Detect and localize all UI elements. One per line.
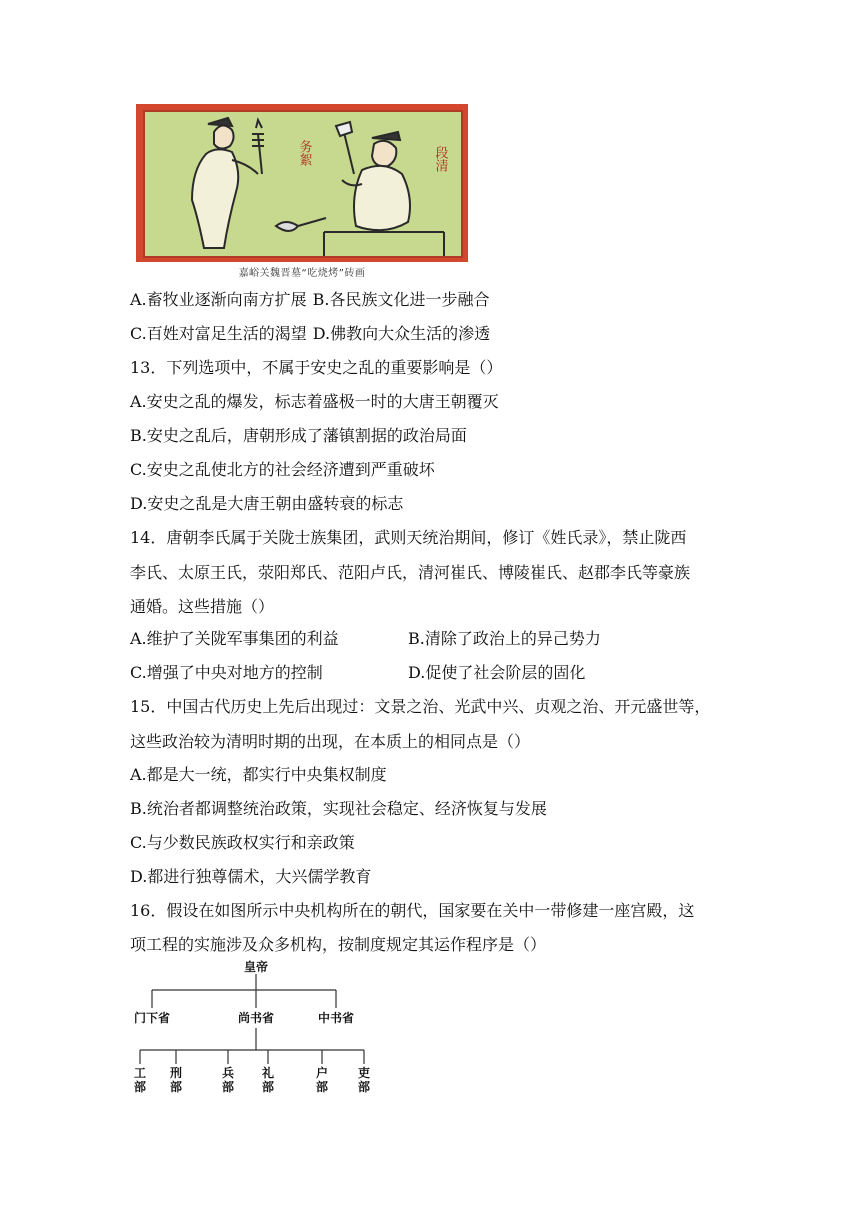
q14-stem-line2: 李氏、太原王氏，荥阳郑氏、范阳卢氏，清河崔氏、博陵崔氏、赵郡李氏等豪族 — [130, 563, 691, 582]
org-bu-hu-suffix: 部 — [315, 1080, 329, 1094]
q15-option-d: D.都进行独尊儒术，大兴儒学教育 — [130, 867, 372, 886]
org-bu-gong-suffix: 部 — [133, 1080, 147, 1094]
mural-figure — [136, 104, 468, 280]
org-bu-gong: 工 — [133, 1066, 147, 1080]
org-sheng-menxia: 门下省 — [133, 1011, 171, 1025]
q14-options-row1 — [130, 628, 601, 650]
org-bu-li-personnel: 吏 — [357, 1066, 371, 1080]
q12-option-c: C.百姓对富足生活的渴望 — [130, 324, 307, 343]
org-bu-li-personnel-suffix: 部 — [357, 1080, 371, 1094]
org-top-emperor: 皇帝 — [243, 960, 269, 974]
central-government-org-chart — [130, 956, 380, 1096]
q16-stem-line1: 16．假设在如图所示中央机构所在的朝代，国家要在关中一带修建一座宫殿，这 — [130, 901, 695, 920]
mural-inscription-right: 段清 — [432, 146, 448, 172]
org-sheng-zhongshu: 中书省 — [317, 1011, 355, 1025]
mural-image — [136, 104, 468, 262]
org-bu-li-rites-suffix: 部 — [261, 1080, 275, 1094]
q13-option-d: D.安史之乱是大唐王朝由盛转衰的标志 — [130, 494, 404, 513]
q12-options-row1 — [130, 289, 490, 311]
org-bu-xing-suffix: 部 — [169, 1080, 183, 1094]
org-bu-hu: 户 — [315, 1066, 329, 1080]
q14-options-row2 — [130, 662, 586, 684]
mural-caption: 嘉峪关魏晋墓“吃烧烤”砖画 — [238, 268, 366, 279]
q12-option-a: A.畜牧业逐渐向南方扩展 — [130, 290, 307, 309]
q14-stem-line1: 14．唐朝李氏属于关陇士族集团，武则天统治期间，修订《姓氏录》，禁止陇西 — [130, 528, 687, 547]
q12-option-d: D.佛教向大众生活的渗透 — [312, 324, 491, 343]
q14-option-b: B.清除了政治上的异己势力 — [408, 629, 601, 648]
q15-option-b: B.统治者都调整统治政策，实现社会稳定、经济恢复与发展 — [130, 799, 547, 818]
q14-option-a: A.维护了关陇军事集团的利益 — [130, 629, 339, 648]
org-bu-bing: 兵 — [221, 1066, 235, 1080]
q12-option-b: B.各民族文化进一步融合 — [312, 290, 490, 309]
q14-stem-line3: 通婚。这些措施（） — [130, 597, 275, 616]
mural-inscription-left: 务絮 — [296, 140, 312, 166]
q13-option-c: C.安史之乱使北方的社会经济遭到严重破坏 — [130, 460, 435, 479]
q16-stem-line2: 项工程的实施涉及众多机构，按制度规定其运作程序是（） — [130, 935, 547, 954]
q13-option-b: B.安史之乱后，唐朝形成了藩镇割据的政治局面 — [130, 426, 467, 445]
org-bu-xing: 刑 — [169, 1066, 183, 1080]
q15-option-a: A.都是大一统，都实行中央集权制度 — [130, 765, 387, 784]
org-bu-li-rites: 礼 — [261, 1066, 275, 1080]
q15-option-c: C.与少数民族政权实行和亲政策 — [130, 833, 355, 852]
q15-stem-line1: 15．中国古代历史上先后出现过：文景之治、光武中兴、贞观之治、开元盛世等， — [130, 697, 711, 716]
q12-options-row2 — [130, 323, 490, 345]
q14-option-c: C.增强了中央对地方的控制 — [130, 663, 323, 682]
org-sheng-shangshu: 尚书省 — [237, 1011, 275, 1025]
q13-option-a: A.安史之乱的爆发，标志着盛极一时的大唐王朝覆灭 — [130, 392, 499, 411]
q13-stem: 13．下列选项中，不属于安史之乱的重要影响是（） — [130, 358, 503, 377]
q14-option-d: D.促使了社会阶层的固化 — [408, 663, 586, 682]
org-bu-bing-suffix: 部 — [221, 1080, 235, 1094]
q15-stem-line2: 这些政治较为清明时期的出现，在本质上的相同点是（） — [130, 732, 531, 751]
